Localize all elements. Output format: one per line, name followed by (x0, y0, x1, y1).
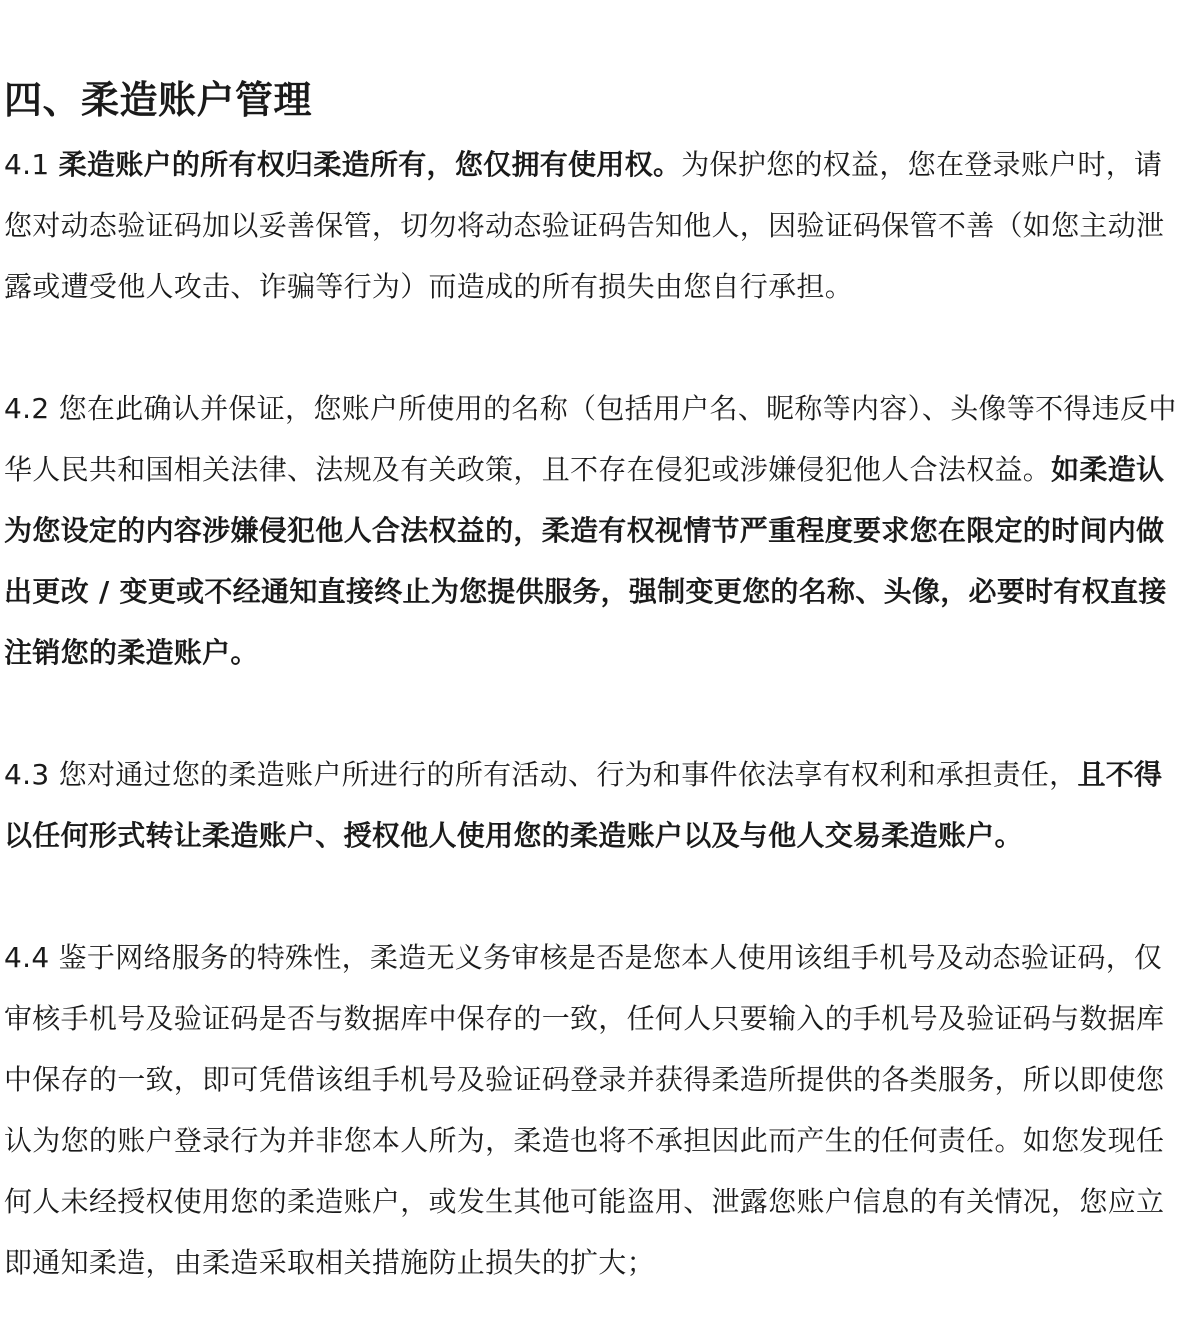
paragraph-4-1-text: 为保护您的权益，您在登录账户时，请您对动态验证码加以妥善保管，切勿将动态验证码告知他人，因验证码保管不善（如您主动泄露或遭受他人攻击、诈骗等行为）而造成的所有损失由您自行承担。 (4, 148, 1165, 303)
paragraph-4-1-number: 4.1 (4, 148, 59, 181)
paragraph-4-3-text: 4.3 您对通过您的柔造账户所进行的所有活动、行为和事件依法享有权利和承担责任， (4, 758, 1078, 791)
paragraph-4-1 (4, 134, 1180, 317)
paragraph-4-2 (4, 378, 1180, 683)
paragraph-4-2-bold: 如柔造认为您设定的内容涉嫌侵犯他人合法权益的，柔造有权视情节严重程度要求您在限定的时间内做出更改 / 变更或不经通知直接终止为您提供服务，强制变更您的名称、头像，必要时有权直接注销您的柔造账户。 (4, 453, 1167, 669)
paragraph-4-4-text: 4.4 鉴于网络服务的特殊性，柔造无义务审核是否是您本人使用该组手机号及动态验证码，仅审核手机号及验证码是否与数据库中保存的一致，任何人只要输入的手机号及验证码与数据库中保存的一致，即可凭借该组手机号及验证码登录并获得柔造所提供的各类服务，所以即使您认为您的账户登录行为并非您本人所为，柔造也将不承担因此而产生的任何责任。如您发现任何人未经授权使用您的柔造账户，或发生其他可能盗用、泄露您账户信息的有关情况，您应立即通知柔造，由柔造采取相关措施防止损失的扩大； (4, 941, 1165, 1279)
paragraph-gap (4, 866, 1180, 927)
paragraph-4-4 (4, 927, 1180, 1293)
paragraph-gap (4, 317, 1180, 378)
paragraph-4-3 (4, 744, 1180, 866)
paragraph-4-2-text: 4.2 您在此确认并保证，您账户所使用的名称（包括用户名、昵称等内容）、头像等不得违反中华人民共和国相关法律、法规及有关政策，且不存在侵犯或涉嫌侵犯他人合法权益。 (4, 392, 1177, 486)
section-title: 四、柔造账户管理 (4, 78, 313, 122)
paragraph-4-3-bold: 且不得以任何形式转让柔造账户、授权他人使用您的柔造账户以及与他人交易柔造账户。 (4, 758, 1163, 852)
paragraph-gap (4, 683, 1180, 744)
paragraph-4-1-bold: 柔造账户的所有权归柔造所有，您仅拥有使用权。 (58, 148, 682, 181)
